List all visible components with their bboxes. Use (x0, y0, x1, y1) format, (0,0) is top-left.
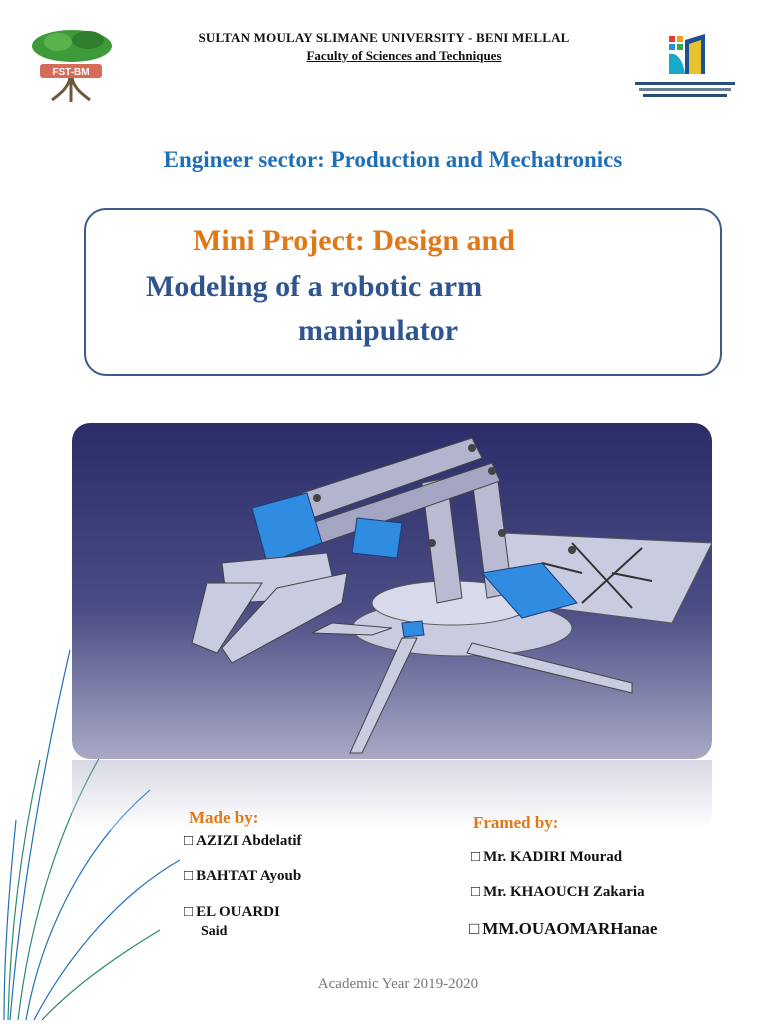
supervisor-name: MM.OUAOMARHanae (482, 919, 658, 938)
author-name: AZIZI Abdelatif (196, 833, 302, 849)
checkbox-icon: □ (471, 884, 481, 900)
faculty-name: Faculty of Sciences and Techniques (306, 48, 502, 63)
author-3 (184, 904, 280, 921)
author-name: EL OUARDI (196, 904, 280, 920)
author-2 (184, 868, 301, 885)
supervisor-2 (471, 884, 645, 901)
sector-heading: Engineer sector: Production and Mechatronics (163, 147, 623, 172)
checkbox-icon: □ (184, 868, 194, 884)
supervisor-1 (471, 849, 622, 866)
supervisor-name: Mr. KHAOUCH Zakaria (483, 884, 645, 900)
author-3-continued: Said (201, 924, 228, 939)
checkbox-icon: □ (469, 919, 480, 938)
author-1 (184, 833, 302, 850)
university-name: SULTAN MOULAY SLIMANE UNIVERSITY - BENI MELLAL (198, 30, 570, 45)
robotic-arm-image (72, 423, 712, 759)
title-line-2: Modeling of a robotic arm (146, 270, 483, 303)
supervisor-name: Mr. KADIRI Mourad (483, 849, 623, 865)
checkbox-icon: □ (184, 833, 194, 849)
supervisor-3 (469, 919, 657, 939)
checkbox-icon: □ (184, 904, 194, 920)
made-by-label: Made by: (189, 808, 259, 827)
title-line-3: manipulator (298, 314, 459, 347)
title-line-1: Mini Project: Design and (193, 224, 515, 257)
checkbox-icon: □ (471, 849, 481, 865)
author-name: BAHTAT Ayoub (196, 868, 302, 884)
framed-by-label: Framed by: (473, 813, 559, 832)
logo-text: FST-BM (52, 67, 90, 78)
image-reflection (72, 760, 712, 830)
academic-year: Academic Year 2019-2020 (317, 976, 479, 992)
